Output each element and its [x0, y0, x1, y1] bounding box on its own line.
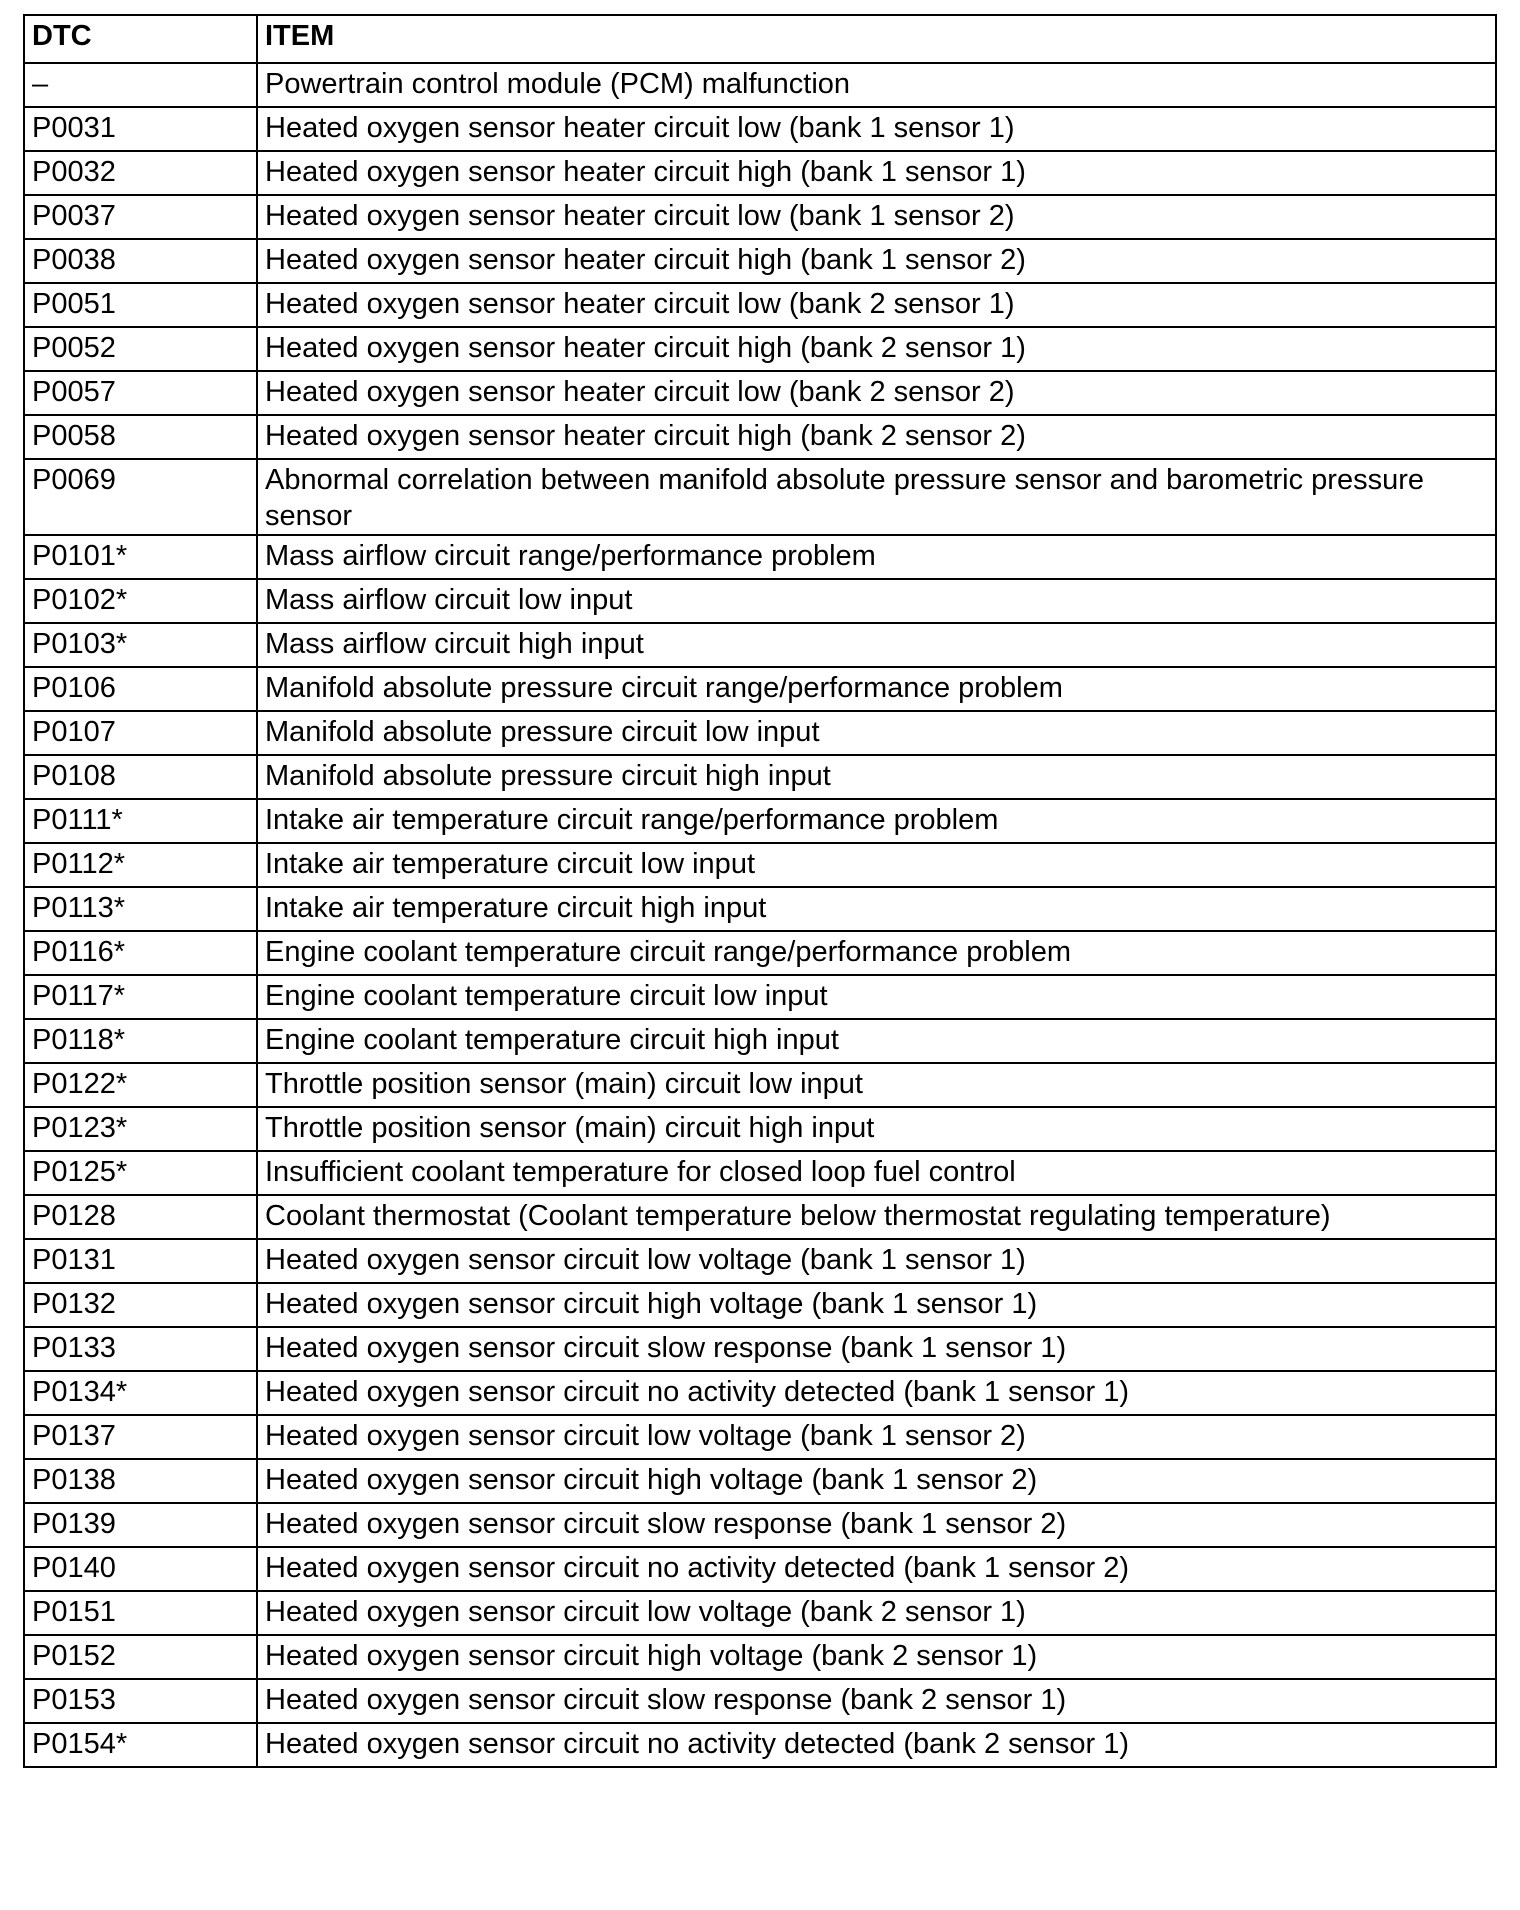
dtc-item-cell: Powertrain control module (PCM) malfunction: [257, 63, 1496, 107]
table-row: [24, 1635, 1496, 1679]
table-row: [24, 239, 1496, 283]
table-row: [24, 1151, 1496, 1195]
dtc-item-cell: Heated oxygen sensor heater circuit high (bank 2 sensor 2): [257, 415, 1496, 459]
dtc-code-cell: P0052: [24, 327, 257, 371]
dtc-code-cell: P0107: [24, 711, 257, 755]
table-row: [24, 283, 1496, 327]
table-row: [24, 459, 1496, 535]
dtc-item-cell: Insufficient coolant temperature for closed loop fuel control: [257, 1151, 1496, 1195]
dtc-code-cell: P0069: [24, 459, 257, 535]
dtc-item-cell: Engine coolant temperature circuit low input: [257, 975, 1496, 1019]
table-row: [24, 107, 1496, 151]
dtc-item-cell: Mass airflow circuit low input: [257, 579, 1496, 623]
table-row: [24, 1107, 1496, 1151]
dtc-item-cell: Mass airflow circuit high input: [257, 623, 1496, 667]
table-header: [24, 15, 1496, 63]
dtc-code-cell: P0117*: [24, 975, 257, 1019]
dtc-code-cell: P0137: [24, 1415, 257, 1459]
table-row: [24, 1063, 1496, 1107]
dtc-code-cell: P0140: [24, 1547, 257, 1591]
dtc-item-cell: Mass airflow circuit range/performance problem: [257, 535, 1496, 579]
dtc-item-cell: Heated oxygen sensor circuit high voltage (bank 1 sensor 1): [257, 1283, 1496, 1327]
dtc-item-cell: Heated oxygen sensor circuit slow response (bank 2 sensor 1): [257, 1679, 1496, 1723]
dtc-item-cell: Intake air temperature circuit range/performance problem: [257, 799, 1496, 843]
table-row: [24, 1239, 1496, 1283]
dtc-code-cell: P0153: [24, 1679, 257, 1723]
dtc-code-cell: P0106: [24, 667, 257, 711]
table-row: [24, 371, 1496, 415]
dtc-item-cell: Manifold absolute pressure circuit low input: [257, 711, 1496, 755]
dtc-item-cell: Heated oxygen sensor circuit no activity detected (bank 1 sensor 2): [257, 1547, 1496, 1591]
dtc-item-cell: Heated oxygen sensor heater circuit high (bank 1 sensor 1): [257, 151, 1496, 195]
dtc-code-cell: P0151: [24, 1591, 257, 1635]
dtc-item-cell: Engine coolant temperature circuit range/performance problem: [257, 931, 1496, 975]
dtc-item-cell: Heated oxygen sensor circuit no activity detected (bank 2 sensor 1): [257, 1723, 1496, 1767]
dtc-item-cell: Intake air temperature circuit high input: [257, 887, 1496, 931]
dtc-item-cell: Heated oxygen sensor heater circuit low (bank 1 sensor 2): [257, 195, 1496, 239]
dtc-code-cell: P0134*: [24, 1371, 257, 1415]
table-row: [24, 755, 1496, 799]
dtc-item-cell: Manifold absolute pressure circuit high input: [257, 755, 1496, 799]
dtc-code-cell: P0132: [24, 1283, 257, 1327]
dtc-code-cell: P0031: [24, 107, 257, 151]
dtc-item-cell: Abnormal correlation between manifold absolute pressure sensor and barometric pressure sensor: [257, 459, 1496, 535]
dtc-code-cell: P0057: [24, 371, 257, 415]
dtc-item-cell: Heated oxygen sensor circuit high voltage (bank 2 sensor 1): [257, 1635, 1496, 1679]
dtc-code-cell: P0123*: [24, 1107, 257, 1151]
header-row: [24, 15, 1496, 63]
table-body: [24, 63, 1496, 1767]
dtc-item-cell: Heated oxygen sensor circuit low voltage (bank 1 sensor 1): [257, 1239, 1496, 1283]
dtc-code-cell: P0032: [24, 151, 257, 195]
dtc-item-cell: Heated oxygen sensor heater circuit high (bank 2 sensor 1): [257, 327, 1496, 371]
dtc-item-cell: Heated oxygen sensor heater circuit low (bank 1 sensor 1): [257, 107, 1496, 151]
table-row: [24, 1503, 1496, 1547]
dtc-code-cell: P0122*: [24, 1063, 257, 1107]
dtc-item-cell: Heated oxygen sensor circuit slow response (bank 1 sensor 2): [257, 1503, 1496, 1547]
table-row: [24, 535, 1496, 579]
table-row: [24, 975, 1496, 1019]
table-row: [24, 623, 1496, 667]
dtc-item-cell: Throttle position sensor (main) circuit low input: [257, 1063, 1496, 1107]
dtc-item-cell: Engine coolant temperature circuit high input: [257, 1019, 1496, 1063]
table-row: [24, 327, 1496, 371]
dtc-code-cell: P0051: [24, 283, 257, 327]
dtc-item-cell: Heated oxygen sensor circuit low voltage (bank 2 sensor 1): [257, 1591, 1496, 1635]
dtc-code-cell: P0118*: [24, 1019, 257, 1063]
dtc-item-cell: Throttle position sensor (main) circuit high input: [257, 1107, 1496, 1151]
header-item: ITEM: [257, 15, 1496, 63]
dtc-code-cell: P0038: [24, 239, 257, 283]
dtc-code-cell: P0112*: [24, 843, 257, 887]
table-row: [24, 151, 1496, 195]
table-row: [24, 711, 1496, 755]
dtc-code-cell: P0037: [24, 195, 257, 239]
table-row: [24, 1019, 1496, 1063]
table-row: [24, 1327, 1496, 1371]
table-row: [24, 1459, 1496, 1503]
dtc-code-cell: P0108: [24, 755, 257, 799]
table-row: [24, 1371, 1496, 1415]
table-row: [24, 1283, 1496, 1327]
table-row: [24, 1591, 1496, 1635]
dtc-code-cell: P0125*: [24, 1151, 257, 1195]
table-row: [24, 195, 1496, 239]
dtc-code-cell: P0152: [24, 1635, 257, 1679]
dtc-code-cell: P0128: [24, 1195, 257, 1239]
table-row: [24, 1547, 1496, 1591]
table-row: [24, 1723, 1496, 1767]
table-row: [24, 1415, 1496, 1459]
table-row: [24, 667, 1496, 711]
dtc-item-cell: Heated oxygen sensor circuit no activity detected (bank 1 sensor 1): [257, 1371, 1496, 1415]
table-row: [24, 63, 1496, 107]
table-row: [24, 843, 1496, 887]
dtc-code-cell: P0138: [24, 1459, 257, 1503]
dtc-code-cell: P0133: [24, 1327, 257, 1371]
dtc-table: [23, 14, 1497, 1768]
table-row: [24, 1195, 1496, 1239]
dtc-item-cell: Manifold absolute pressure circuit range/performance problem: [257, 667, 1496, 711]
dtc-item-cell: Intake air temperature circuit low input: [257, 843, 1496, 887]
dtc-item-cell: Coolant thermostat (Coolant temperature below thermostat regulating temperature): [257, 1195, 1496, 1239]
dtc-code-cell: P0111*: [24, 799, 257, 843]
header-dtc: DTC: [24, 15, 257, 63]
dtc-code-cell: P0154*: [24, 1723, 257, 1767]
table-row: [24, 579, 1496, 623]
dtc-code-cell: P0116*: [24, 931, 257, 975]
dtc-code-cell: P0058: [24, 415, 257, 459]
dtc-item-cell: Heated oxygen sensor heater circuit low (bank 2 sensor 2): [257, 371, 1496, 415]
dtc-item-cell: Heated oxygen sensor circuit slow response (bank 1 sensor 1): [257, 1327, 1496, 1371]
table-row: [24, 799, 1496, 843]
dtc-code-cell: P0113*: [24, 887, 257, 931]
dtc-code-cell: P0139: [24, 1503, 257, 1547]
table-row: [24, 931, 1496, 975]
table-row: [24, 887, 1496, 931]
table-row: [24, 415, 1496, 459]
dtc-item-cell: Heated oxygen sensor circuit low voltage (bank 1 sensor 2): [257, 1415, 1496, 1459]
dtc-item-cell: Heated oxygen sensor heater circuit low (bank 2 sensor 1): [257, 283, 1496, 327]
dtc-code-cell: P0102*: [24, 579, 257, 623]
table-row: [24, 1679, 1496, 1723]
dtc-code-cell: –: [24, 63, 257, 107]
dtc-item-cell: Heated oxygen sensor circuit high voltage (bank 1 sensor 2): [257, 1459, 1496, 1503]
dtc-code-cell: P0101*: [24, 535, 257, 579]
dtc-code-cell: P0131: [24, 1239, 257, 1283]
dtc-code-cell: P0103*: [24, 623, 257, 667]
dtc-item-cell: Heated oxygen sensor heater circuit high (bank 1 sensor 2): [257, 239, 1496, 283]
